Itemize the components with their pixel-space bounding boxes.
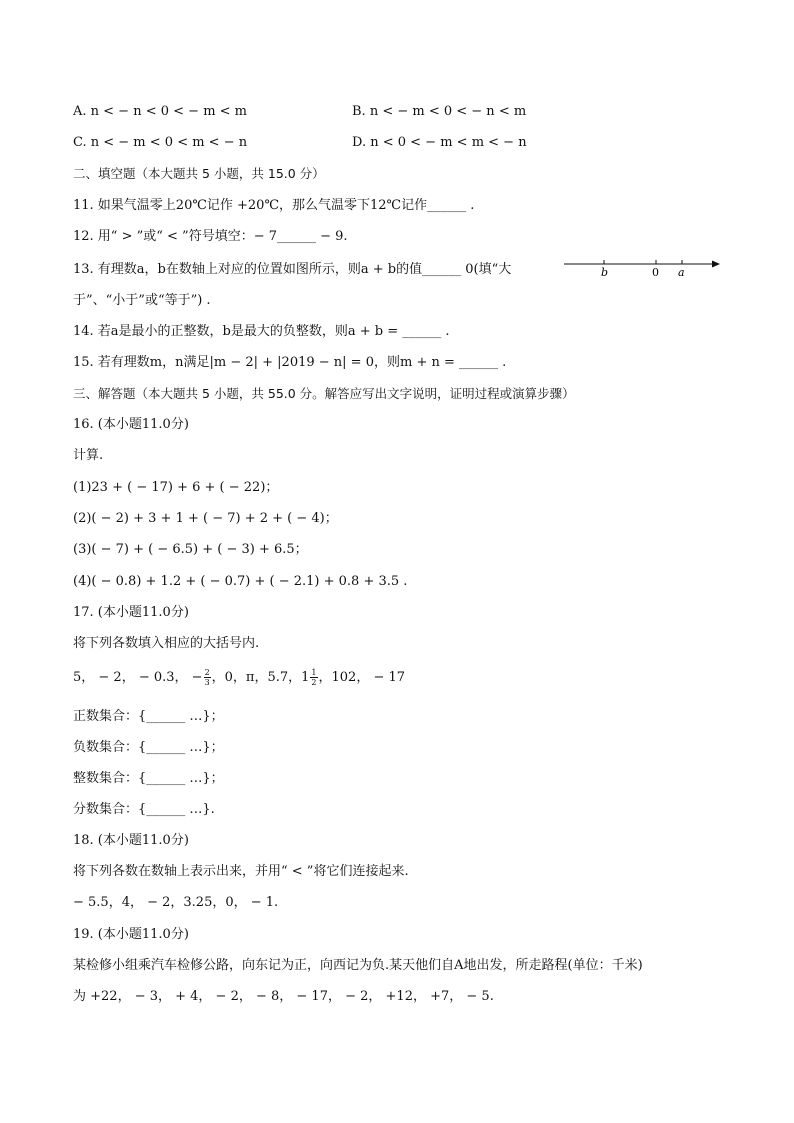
question-16-part-4: (4)( − 0.8) + 1.2 + ( − 0.7) + ( − 2.1) + 0.8 + 3.5 . xyxy=(73,574,408,589)
question-18-intro: 将下列各数在数轴上表示出来，并用“ < ”将它们连接起来. xyxy=(73,864,409,879)
question-16-intro: 计算. xyxy=(73,448,104,463)
question-19-line-1: 某检修小组乘汽车检修公路，向东记为正，向西记为负.某天他们自A地出发，所走路程(单位：千米) xyxy=(73,958,643,973)
question-11: 11. 如果气温零上20℃记作 +20℃，那么气温零下12℃记作______ . xyxy=(73,198,475,213)
number-line-figure xyxy=(560,254,725,280)
option-c: C. n < − m < 0 < m < − n xyxy=(73,135,248,150)
fraction-denominator: 3 xyxy=(204,678,210,687)
section-3-heading: 三、解答题（本大题共 5 小题，共 55.0 分。解答应写出文字说明，证明过程或演算步骤） xyxy=(73,386,575,401)
numbers-part-a: 5， − 2， − 0.3， − xyxy=(73,670,203,685)
question-16-part-1: (1)23 + ( − 17) + 6 + ( − 22)； xyxy=(73,480,279,495)
fraction-two-thirds xyxy=(204,668,211,687)
numbers-part-c: ，102， − 17 xyxy=(318,670,406,685)
question-19-heading: 19. (本小题11.0分) xyxy=(73,927,189,942)
fraction-denominator: 2 xyxy=(311,678,317,687)
fraction-set: 分数集合：{______ …}. xyxy=(73,802,215,817)
positive-set: 正数集合：{______ …}； xyxy=(73,709,224,724)
question-18-heading: 18. (本小题11.0分) xyxy=(73,833,189,848)
question-17-numbers xyxy=(73,668,405,687)
label-zero: 0 xyxy=(652,266,659,279)
question-15: 15. 若有理数m，n满足|m − 2| + |2019 − n| = 0，则m + n = ______ . xyxy=(73,355,507,370)
question-19-line-2: 为 +22， − 3， + 4， − 2， − 8， − 17， − 2， +12， +7， − 5. xyxy=(73,989,494,1004)
option-b: B. n < − m < 0 < − n < m xyxy=(352,104,527,119)
question-16-part-2: (2)( − 2) + 3 + 1 + ( − 7) + 2 + ( − 4)； xyxy=(73,511,338,526)
question-13-line-2: 于”、“小于”或“等于”) . xyxy=(73,293,211,308)
question-17-intro: 将下列各数填入相应的大括号内. xyxy=(73,636,260,651)
integer-set: 整数集合：{______ …}； xyxy=(73,771,224,786)
negative-set: 负数集合：{______ …}； xyxy=(73,740,224,755)
label-b: b xyxy=(601,266,609,279)
fraction-one-half xyxy=(310,668,317,687)
arrow-head-icon xyxy=(712,261,720,268)
section-2-heading: 二、填空题（本大题共 5 小题，共 15.0 分） xyxy=(73,166,325,181)
question-18-numbers: − 5.5，4， − 2，3.25，0， − 1. xyxy=(73,895,279,910)
fraction-numerator: 1 xyxy=(311,668,317,677)
question-12: 12. 用“ > ”或“ < ”符号填空：− 7______ − 9. xyxy=(73,229,348,244)
question-17-heading: 17. (本小题11.0分) xyxy=(73,605,189,620)
question-13-line-1: 13. 有理数a，b在数轴上对应的位置如图所示，则a + b的值______ 0(填“大 xyxy=(73,262,512,277)
label-a: a xyxy=(678,266,685,279)
numbers-part-b: ，0，π，5.7，1 xyxy=(211,670,310,685)
question-16-part-3: (3)( − 7) + ( − 6.5) + ( − 3) + 6.5； xyxy=(73,542,308,557)
option-a: A. n < − n < 0 < − m < m xyxy=(73,104,248,119)
question-16-heading: 16. (本小题11.0分) xyxy=(73,417,189,432)
option-d: D. n < 0 < − m < m < − n xyxy=(352,135,527,150)
fraction-numerator: 2 xyxy=(204,668,210,677)
question-14: 14. 若a是最小的正整数，b是最大的负整数，则a + b = ______ . xyxy=(73,324,450,339)
